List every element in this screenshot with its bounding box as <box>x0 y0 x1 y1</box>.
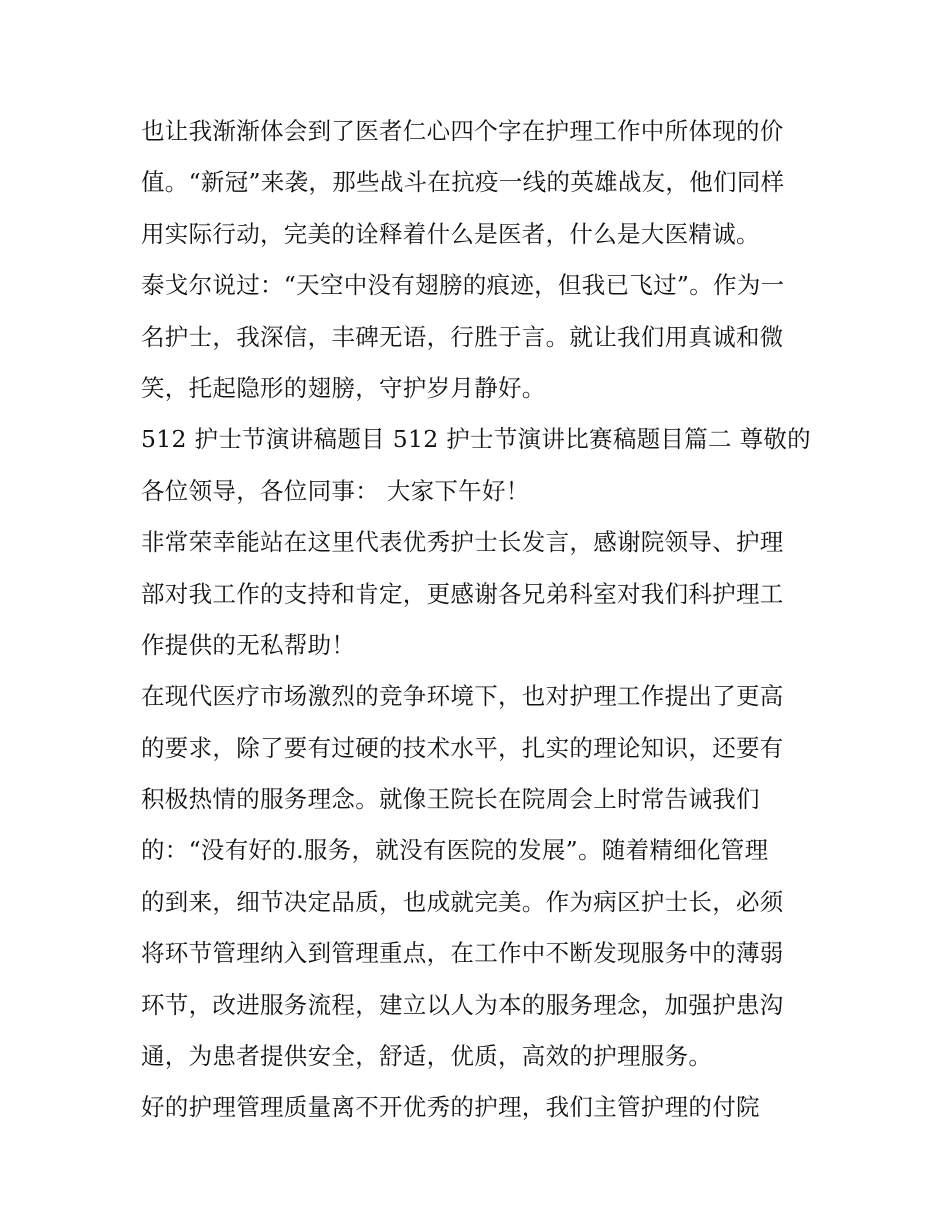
text-line: 积极热情的服务理念。就像王院长在院周会上时常告诫我们 <box>141 785 760 814</box>
text-line: 在现代医疗市场激烈的竞争环境下，也对护理工作提出了更高 <box>141 682 784 711</box>
text-line: 笑，托起隐形的翅膀，守护岁月静好。 <box>141 373 546 402</box>
document-body <box>141 106 821 1134</box>
text-line: 的要求，除了要有过硬的技术水平，扎实的理论知识，还要有 <box>141 733 784 762</box>
text-line: 的：“没有好的.服务，就没有医院的发展”。随着精细化管理 <box>141 836 769 865</box>
text-line: 通，为患者提供安全，舒适，优质，高效的护理服务。 <box>141 1042 713 1071</box>
text-line: 非常荣幸能站在这里代表优秀护士长发言，感谢院领导、护理 <box>141 528 784 557</box>
text-line: 值。“新冠”来袭，那些战斗在抗疫一线的英雄战友，他们同样 <box>141 168 785 197</box>
text-line: 泰戈尔说过：“天空中没有翅膀的痕迹，但我已飞过”。作为一 <box>141 271 785 300</box>
text-line: 也让我渐渐体会到了医者仁心四个字在护理工作中所体现的价 <box>141 117 784 145</box>
text-line: 将环节管理纳入到管理重点，在工作中不断发现服务中的薄弱 <box>141 939 784 968</box>
text-line: 部对我工作的支持和肯定，更感谢各兄弟科室对我们科护理工 <box>141 579 784 608</box>
text-line: 各位领导，各位同事： 大家下午好！ <box>141 476 530 505</box>
text-line: 名护士，我深信，丰碑无语，行胜于言。就让我们用真诚和微 <box>141 322 784 351</box>
text-line: 512 护士节演讲稿题目 512 护士节演讲比赛稿题目篇二 尊敬的 <box>141 425 811 454</box>
text-line: 用实际行动，完美的诠释着什么是医者，什么是大医精诚。 <box>141 219 760 248</box>
text-line: 作提供的无私帮助！ <box>141 630 356 659</box>
text-line: 的到来，细节决定品质，也成就完美。作为病区护士长，必须 <box>141 887 784 916</box>
text-line: 环节，改进服务流程，建立以人为本的服务理念，加强护患沟 <box>141 990 784 1019</box>
text-line: 好的护理管理质量离不开优秀的护理，我们主管护理的付院 <box>141 1093 760 1122</box>
